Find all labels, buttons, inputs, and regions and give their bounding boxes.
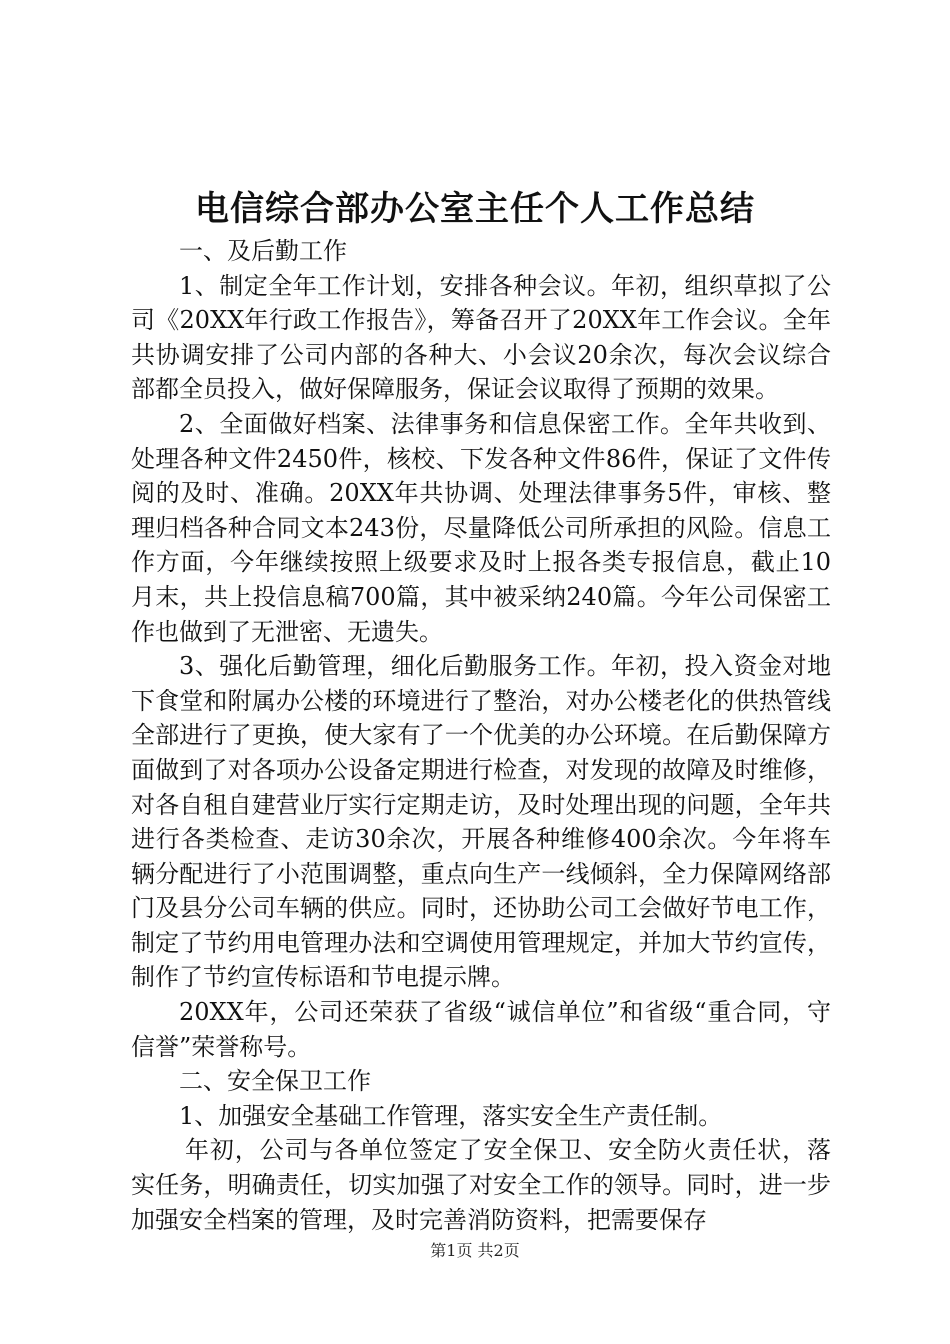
paragraph-safety-responsibility: 年初，公司与各单位签定了安全保卫、安全防火责任状，落实任务，明确责任，切实加强了对安全工作的领导。同时，进一步加强安全档案的管理，及时完善消防资料，把需要保存 bbox=[131, 1136, 831, 1234]
document-body bbox=[131, 234, 831, 1237]
paragraph-honors: 20XX年，公司还荣获了省级“诚信单位”和省级“重合同，守信誉”荣誉称号。 bbox=[131, 998, 831, 1061]
paragraph-archives-legal: 2、全面做好档案、法律事务和信息保密工作。全年共收到、处理各种文件2450件，核校、下发各种文件86件，保证了文件传阅的及时、准确。20XX年共协调、处理法律事务5件，审核、整理归档各种合同文本243份，尽量降低公司所承担的风险。信息工作方面，今年继续按照上级要求及时上报各类专报信息，截止10月末，共上投信息稿700篇，其中被采纳240篇。今年公司保密工作也做到了无泄密、无遗失。 bbox=[131, 409, 831, 646]
paragraph-meetings: 1、制定全年工作计划，安排各种会议。年初，组织草拟了公司《20XX年行政工作报告》，筹备召开了20XX年工作会议。全年共协调安排了公司内部的各种大、小会议20余次，每次会议综合部都全员投入，做好保障服务，保证会议取得了预期的效果。 bbox=[131, 271, 831, 404]
document-title: 电信综合部办公室主任个人工作总结 bbox=[195, 189, 755, 229]
page-footer: 第1页 共2页 bbox=[430, 1241, 520, 1260]
section-heading-2: 二、安全保卫工作 bbox=[179, 1067, 371, 1096]
section-heading-1: 一、及后勤工作 bbox=[179, 237, 347, 265]
subheading-safety-management: 1、加强安全基础工作管理，落实安全生产责任制。 bbox=[179, 1101, 723, 1130]
paragraph-logistics: 3、强化后勤管理，细化后勤服务工作。年初，投入资金对地下食堂和附属办公楼的环境进行了整治，对办公楼老化的供热管线全部进行了更换，使大家有了一个优美的办公环境。在后勤保障方面做到了对各项办公设备定期进行检查，对发现的故障及时维修，对各自租自建营业厅实行定期走访，及时处理出现的问题，全年共进行各类检查、走访30余次，开展各种维修400余次。今年将车辆分配进行了小范围调整，重点向生产一线倾斜，全力保障网络部门及县分公司车辆的供应。同时，还协助公司工会做好节电工作，制定了节约用电管理办法和空调使用管理规定，并加大节约宣传，制作了节约宣传标语和节电提示牌。 bbox=[131, 652, 831, 992]
